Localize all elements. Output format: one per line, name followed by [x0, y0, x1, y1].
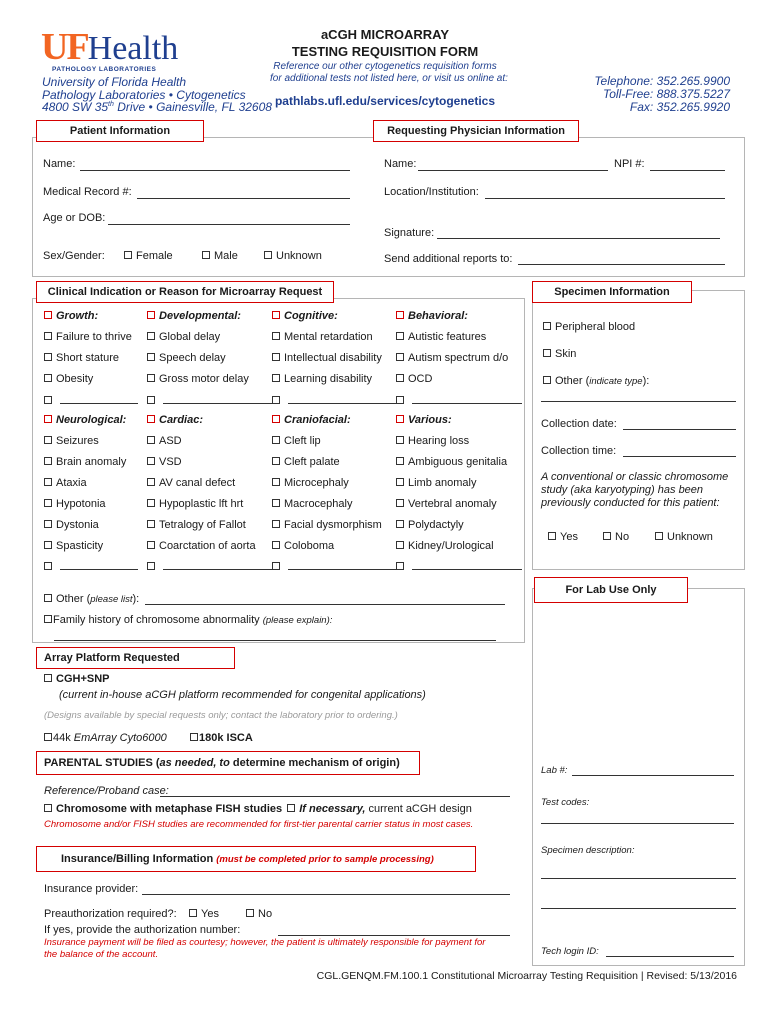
checkbox-icon[interactable] [272, 374, 280, 382]
item-label: Autistic features [408, 331, 487, 343]
checkbox-icon[interactable] [272, 396, 280, 404]
signature-field[interactable] [437, 238, 720, 239]
bottom-item[interactable] [272, 540, 334, 552]
bottom-item[interactable] [44, 477, 87, 489]
insurance-provider-field[interactable] [142, 894, 510, 895]
location-label: Location/Institution: [384, 186, 479, 198]
top-item[interactable] [396, 373, 432, 385]
address-line-2: Pathology Laboratories • Cytogenetics [42, 88, 246, 102]
courtesy-note-2: the balance of the account. [44, 949, 159, 960]
checkbox-icon[interactable] [44, 374, 52, 382]
checkbox-icon[interactable] [147, 436, 155, 444]
toll-free: Toll-Free: 888.375.5227 [603, 87, 730, 101]
lab-no-field[interactable] [572, 775, 734, 776]
bottom-item[interactable] [147, 540, 256, 552]
top-item[interactable] [147, 373, 249, 385]
item-label: Microcephaly [284, 477, 349, 489]
parental-header: PARENTAL STUDIES (as needed, to determine mechanism of origin) [36, 751, 420, 775]
fax: Fax: 352.265.9920 [629, 100, 730, 114]
top-blank-item[interactable] [396, 394, 522, 407]
footer: CGL.GENQM.FM.100.1 Constitutional Microarray Testing Requisition | Revised: 5/13/2016 [316, 970, 737, 982]
checkbox-icon[interactable] [396, 374, 404, 382]
reference-note-2: for additional tests not listed here, or visit us online at: [270, 73, 508, 84]
checkbox-icon[interactable] [44, 311, 52, 319]
preauth-label: Preauthorization required?: [44, 908, 177, 920]
checkbox-icon[interactable] [147, 415, 155, 423]
top-item[interactable] [44, 373, 93, 385]
checkbox-icon[interactable] [147, 457, 155, 465]
specimen-desc-field-2[interactable] [541, 908, 736, 909]
platform-header: Array Platform Requested [36, 647, 235, 669]
top-item[interactable] [272, 352, 382, 364]
checkbox-icon[interactable] [147, 499, 155, 507]
bottom-header-1[interactable] [147, 414, 203, 426]
checkbox-icon[interactable] [396, 396, 404, 404]
patient-name-field[interactable] [80, 170, 350, 171]
bottom-item[interactable] [147, 519, 246, 531]
clinical-other-field[interactable] [145, 604, 505, 605]
top-item[interactable] [272, 331, 373, 343]
checkbox-icon[interactable] [396, 457, 404, 465]
family-history[interactable]: Family history of chromosome abnormality (please explain): [44, 614, 332, 626]
physician-name-field[interactable] [418, 170, 608, 171]
checkbox-icon[interactable] [396, 311, 404, 319]
tech-login-label: Tech login ID: [541, 946, 599, 957]
reference-note-1: Reference our other cytogenetics requisition forms [273, 61, 497, 72]
top-item[interactable] [44, 331, 132, 343]
mrn-label: Medical Record #: [43, 186, 132, 198]
courtesy-note-1: Insurance payment will be filed as courtesy; however, the patient is ultimately responsible for payment for [44, 937, 486, 948]
karyotype-note: A conventional or classic chromosome study (aka karyotyping) has been previously conducted for this patient: [541, 471, 729, 509]
checkbox-icon[interactable] [147, 353, 155, 361]
checkbox-icon[interactable] [272, 436, 280, 444]
category-label: Various: [408, 414, 452, 426]
bottom-item[interactable] [272, 498, 352, 510]
reports-field[interactable] [518, 264, 725, 265]
bottom-item[interactable] [272, 519, 382, 531]
checkbox-icon[interactable] [124, 251, 132, 259]
checkbox-icon[interactable] [44, 415, 52, 423]
family-history-field[interactable] [54, 640, 496, 641]
address-line-3: 4800 SW 35th Drive • Gainesville, FL 32608 [42, 100, 272, 114]
checkbox-icon[interactable] [147, 478, 155, 486]
preauth-no[interactable]: No [246, 908, 272, 920]
bottom-item[interactable] [396, 519, 464, 531]
item-label: Ambiguous genitalia [408, 456, 508, 468]
bottom-item[interactable] [396, 498, 497, 510]
item-label: ASD [159, 435, 182, 447]
test-codes-field[interactable] [541, 823, 734, 824]
physician-info-header: Requesting Physician Information [373, 120, 579, 142]
chrom-fish-option[interactable]: Chromosome with metaphase FISH studies If necessary, current aCGH design [44, 803, 472, 815]
dob-label: Age or DOB: [43, 212, 106, 224]
uf-health-logo [41, 28, 178, 66]
checkbox-icon[interactable] [396, 436, 404, 444]
auth-number-field[interactable] [278, 935, 510, 936]
blank-field[interactable] [288, 560, 398, 570]
clinical-other[interactable]: Other (please list): [44, 593, 139, 605]
recommend-note: Chromosome and/or FISH studies are recommended for first-tier parental carrier status in most cases. [44, 819, 474, 830]
sex-label: Sex/Gender: [43, 250, 105, 262]
top-item[interactable] [44, 352, 119, 364]
item-label: Tetralogy of Fallot [159, 519, 246, 531]
top-blank-item[interactable] [147, 394, 273, 407]
item-label: Short stature [56, 352, 119, 364]
checkbox-icon[interactable] [189, 909, 197, 917]
checkbox-icon[interactable] [396, 353, 404, 361]
sex-female[interactable]: Female [124, 250, 173, 262]
karyotype-no[interactable]: No [603, 531, 629, 543]
checkbox-icon[interactable] [44, 804, 52, 812]
checkbox-icon[interactable] [44, 353, 52, 361]
blank-field[interactable] [163, 560, 273, 570]
checkbox-icon[interactable] [603, 532, 611, 540]
item-label: Facial dysmorphism [284, 519, 382, 531]
bottom-item[interactable] [147, 456, 182, 468]
item-label: OCD [408, 373, 433, 385]
bottom-blank-item[interactable] [147, 560, 273, 573]
patient-name-label: Name: [43, 158, 76, 170]
npi-field[interactable] [650, 170, 725, 171]
bottom-blank-item[interactable] [272, 560, 398, 573]
checkbox-icon[interactable] [396, 562, 404, 570]
checkbox-icon[interactable] [272, 541, 280, 549]
item-label: Kidney/Urological [408, 540, 494, 552]
specimen-skin[interactable]: Skin [543, 348, 576, 360]
cgh-snp-note: (current in-house aCGH platform recommended for congenital applications) [59, 689, 426, 701]
item-label: Failure to thrive [56, 331, 132, 343]
bottom-item[interactable] [44, 456, 126, 468]
checkbox-icon[interactable] [44, 733, 52, 741]
blank-field[interactable] [163, 394, 273, 404]
tech-login-field[interactable] [606, 956, 734, 957]
telephone: Telephone: 352.265.9900 [594, 74, 730, 88]
checkbox-icon[interactable] [44, 562, 52, 570]
category-label: Developmental: [159, 310, 241, 322]
item-label: Speech delay [159, 352, 226, 364]
lab-use-frame [532, 588, 745, 966]
specimen-other-field[interactable] [541, 401, 736, 402]
item-label: Cleft lip [284, 435, 321, 447]
item-label: Coarctation of aorta [159, 540, 256, 552]
checkbox-icon[interactable] [396, 415, 404, 423]
checkbox-icon[interactable] [272, 332, 280, 340]
bottom-item[interactable] [44, 435, 99, 447]
sex-male[interactable]: Male [202, 250, 238, 262]
checkbox-icon[interactable] [543, 376, 551, 384]
top-header-2[interactable] [272, 310, 338, 322]
checkbox-icon[interactable] [548, 532, 556, 540]
signature-label: Signature: [384, 227, 435, 239]
bottom-blank-item[interactable] [396, 560, 522, 573]
top-item[interactable] [396, 331, 486, 343]
blank-field[interactable] [60, 394, 138, 404]
checkbox-icon[interactable] [396, 499, 404, 507]
bottom-item[interactable] [396, 477, 476, 489]
karyotype-unknown[interactable]: Unknown [655, 531, 713, 543]
item-label: Macrocephaly [284, 498, 353, 510]
bottom-item[interactable] [272, 477, 349, 489]
checkbox-icon[interactable] [272, 478, 280, 486]
bottom-item[interactable] [396, 456, 507, 468]
category-label: Neurological: [56, 414, 127, 426]
item-label: Obesity [56, 373, 94, 385]
checkbox-icon[interactable] [44, 436, 52, 444]
checkbox-icon[interactable] [147, 311, 155, 319]
form-title-line-1: aCGH MICROARRAY [320, 27, 450, 42]
website-link[interactable]: pathlabs.ufl.edu/services/cytogenetics [274, 94, 496, 108]
bottom-item[interactable] [44, 540, 103, 552]
item-label: Learning disability [284, 373, 373, 385]
specimen-desc-label: Specimen description: [541, 845, 635, 856]
dob-field[interactable] [108, 224, 350, 225]
bottom-item[interactable] [147, 477, 235, 489]
bottom-item[interactable] [396, 435, 469, 447]
checkbox-icon[interactable] [147, 332, 155, 340]
blank-field[interactable] [412, 560, 522, 570]
insurance-provider-label: Insurance provider: [44, 883, 139, 895]
blank-field[interactable] [412, 394, 522, 404]
lab-no-label: Lab #: [541, 765, 568, 776]
collection-time-label: Collection time: [541, 445, 617, 457]
blank-field[interactable] [288, 394, 398, 404]
sex-unknown[interactable]: Unknown [264, 250, 322, 262]
platform-180k[interactable]: 180k ISCA [190, 732, 253, 744]
patient-info-header: Patient Information [36, 120, 204, 142]
checkbox-icon[interactable] [190, 733, 198, 741]
bottom-item[interactable] [44, 519, 99, 531]
checkbox-icon[interactable] [543, 322, 551, 330]
reports-label: Send additional reports to: [384, 253, 513, 265]
checkbox-icon[interactable] [396, 332, 404, 340]
top-header-1[interactable] [147, 310, 241, 322]
item-label: Coloboma [284, 540, 335, 552]
item-label: Mental retardation [284, 331, 373, 343]
checkbox-icon[interactable] [287, 804, 295, 812]
category-label: Behavioral: [408, 310, 468, 322]
clinical-header: Clinical Indication or Reason for Microarray Request [36, 281, 334, 303]
bottom-header-2[interactable] [272, 414, 351, 426]
top-header-3[interactable] [396, 310, 468, 322]
logo-uf: UF [41, 26, 88, 68]
checkbox-icon[interactable] [44, 457, 52, 465]
collection-date-field[interactable] [623, 429, 736, 430]
bottom-blank-item[interactable] [44, 560, 138, 573]
reference-case-field[interactable] [160, 796, 510, 797]
checkbox-icon[interactable] [272, 520, 280, 528]
item-label: Seizures [56, 435, 99, 447]
item-label: Limb anomaly [408, 477, 477, 489]
item-label: Brain anomaly [56, 456, 127, 468]
collection-date-label: Collection date: [541, 418, 617, 430]
checkbox-icon[interactable] [396, 520, 404, 528]
checkbox-icon[interactable] [272, 562, 280, 570]
collection-time-field[interactable] [623, 456, 736, 457]
bottom-item[interactable] [44, 498, 106, 510]
bottom-item[interactable] [396, 540, 494, 552]
checkbox-icon[interactable] [44, 615, 52, 623]
checkbox-icon[interactable] [147, 541, 155, 549]
top-item[interactable] [396, 352, 508, 364]
checkbox-icon[interactable] [44, 541, 52, 549]
lab-use-header: For Lab Use Only [534, 577, 688, 603]
checkbox-icon[interactable] [272, 415, 280, 423]
item-label: Dystonia [56, 519, 99, 531]
checkbox-icon[interactable] [272, 353, 280, 361]
top-item[interactable] [272, 373, 372, 385]
physician-name-label: Name: [384, 158, 417, 170]
bottom-header-0[interactable] [44, 414, 126, 426]
logo-subtitle: PATHOLOGY LABORATORIES [52, 66, 157, 73]
category-label: Cognitive: [284, 310, 338, 322]
checkbox-icon[interactable] [147, 562, 155, 570]
checkbox-icon[interactable] [655, 532, 663, 540]
checkbox-icon[interactable] [44, 332, 52, 340]
item-label: AV canal defect [159, 477, 236, 489]
item-label: Polydactyly [408, 519, 464, 531]
platform-44k[interactable]: 44k EmArray Cyto6000 [44, 732, 167, 744]
specimen-desc-field-1[interactable] [541, 878, 736, 879]
checkbox-icon[interactable] [202, 251, 210, 259]
npi-label: NPI #: [614, 158, 645, 170]
item-label: Hypotonia [56, 498, 106, 510]
top-header-0[interactable] [44, 310, 98, 322]
checkbox-icon[interactable] [44, 594, 52, 602]
checkbox-icon[interactable] [44, 499, 52, 507]
checkbox-icon[interactable] [272, 311, 280, 319]
location-field[interactable] [485, 198, 725, 199]
top-item[interactable] [147, 331, 220, 343]
checkbox-icon[interactable] [147, 396, 155, 404]
clinical-frame [32, 298, 525, 643]
top-item[interactable] [147, 352, 226, 364]
karyotype-yes[interactable]: Yes [548, 531, 578, 543]
item-label: Global delay [159, 331, 221, 343]
preauth-yes[interactable]: Yes [189, 908, 219, 920]
checkbox-icon[interactable] [44, 674, 52, 682]
item-label: Ataxia [56, 477, 87, 489]
checkbox-icon[interactable] [272, 457, 280, 465]
checkbox-icon[interactable] [44, 478, 52, 486]
top-blank-item[interactable] [44, 394, 138, 407]
checkbox-icon[interactable] [543, 349, 551, 357]
bottom-item[interactable] [272, 456, 340, 468]
specimen-other[interactable]: Other (indicate type): [543, 375, 649, 387]
reference-case-label: Reference/Proband case: [44, 785, 169, 797]
item-label: Vertebral anomaly [408, 498, 497, 510]
item-label: Hearing loss [408, 435, 470, 447]
checkbox-icon[interactable] [396, 541, 404, 549]
checkbox-icon[interactable] [264, 251, 272, 259]
bottom-header-3[interactable] [396, 414, 452, 426]
item-label: Cleft palate [284, 456, 340, 468]
checkbox-icon[interactable] [246, 909, 254, 917]
checkbox-icon[interactable] [44, 520, 52, 528]
category-label: Cardiac: [159, 414, 204, 426]
category-label: Craniofacial: [284, 414, 351, 426]
specimen-peripheral-blood[interactable]: Peripheral blood [543, 321, 635, 333]
platform-cgh-snp[interactable]: CGH+SNP [44, 673, 110, 685]
top-blank-item[interactable] [272, 394, 398, 407]
checkbox-icon[interactable] [44, 396, 52, 404]
blank-field[interactable] [60, 560, 138, 570]
checkbox-icon[interactable] [147, 374, 155, 382]
logo-health: Health [87, 30, 179, 67]
item-label: Hypoplastic lft hrt [159, 498, 244, 510]
test-codes-label: Test codes: [541, 797, 590, 808]
auth-number-label: If yes, provide the authorization number: [44, 924, 241, 936]
address-line-1: University of Florida Health [42, 75, 187, 89]
item-label: Gross motor delay [159, 373, 249, 385]
bottom-item[interactable] [147, 498, 243, 510]
category-label: Growth: [56, 310, 99, 322]
checkbox-icon[interactable] [396, 478, 404, 486]
checkbox-icon[interactable] [272, 499, 280, 507]
item-label: Spasticity [56, 540, 104, 552]
item-label: Autism spectrum d/o [408, 352, 509, 364]
specimen-header: Specimen Information [532, 281, 692, 303]
item-label: VSD [159, 456, 182, 468]
mrn-field[interactable] [137, 198, 350, 199]
checkbox-icon[interactable] [147, 520, 155, 528]
item-label: Intellectual disability [284, 352, 382, 364]
designs-note: (Designs available by special requests only; contact the laboratory prior to ordering.) [44, 710, 398, 721]
bottom-item[interactable] [147, 435, 182, 447]
bottom-item[interactable] [272, 435, 321, 447]
insurance-header: Insurance/Billing Information (must be completed prior to sample processing) [36, 846, 476, 872]
form-title-line-2: TESTING REQUISITION FORM [291, 44, 479, 59]
